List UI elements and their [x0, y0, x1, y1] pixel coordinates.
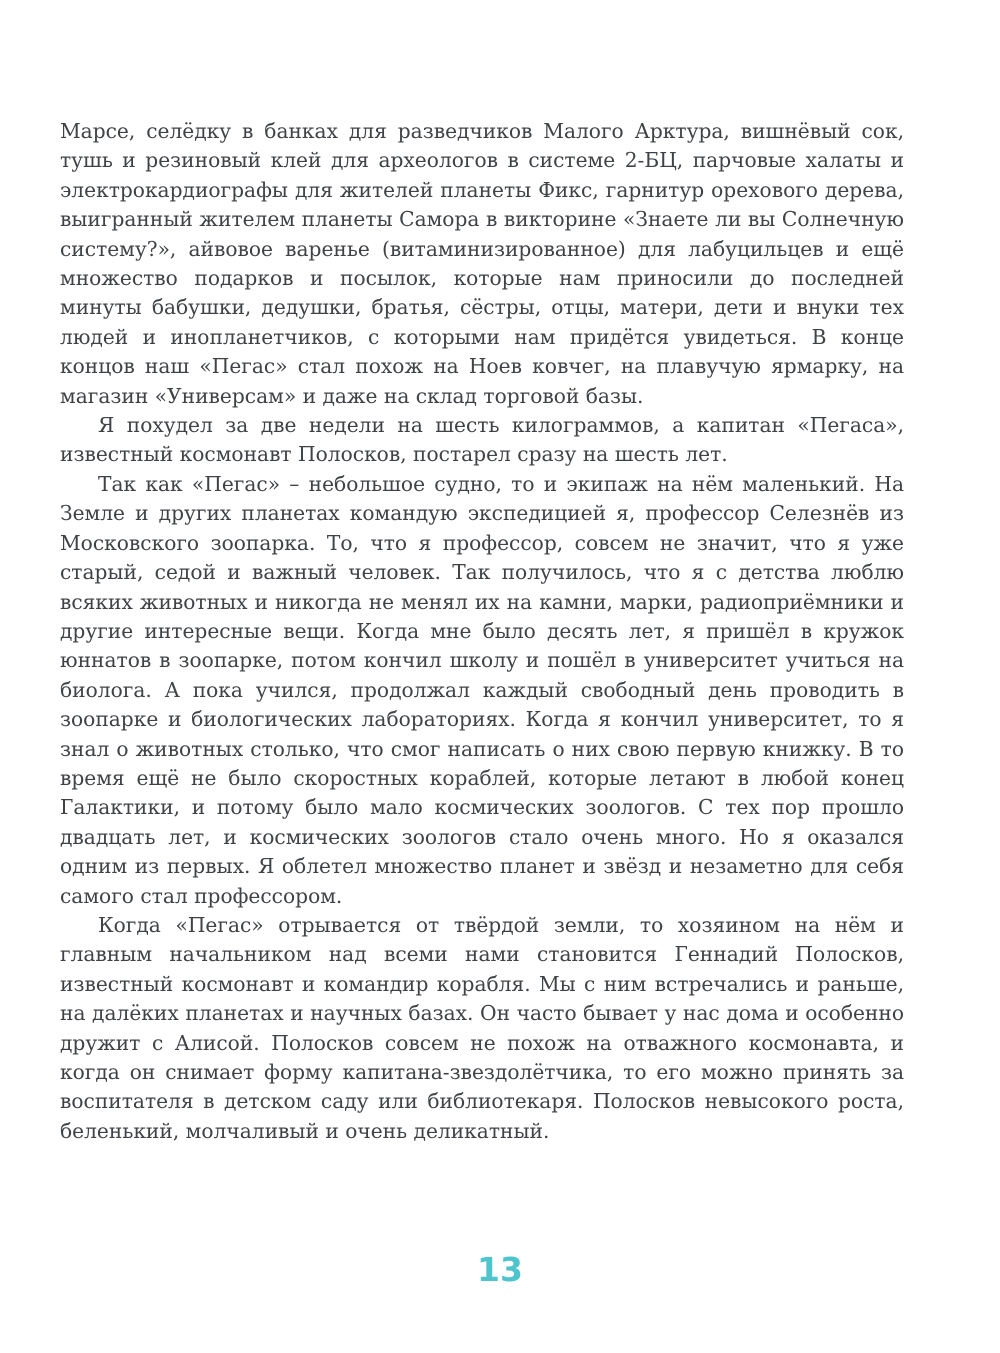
paragraph: Так как «Пегас» – небольшое судно, то и экипаж на нём маленький. На Земле и других планетах командую экспедицией я, профессор Селезнёв из Московского зоопарка. То, что я профессор, совсем не значит, что я уже старый, седой и важный человек. Так получилось, что я с детства люблю всяких животных и никогда не менял их на камни, марки, радиоприёмники и другие интересные вещи. Когда мне было десять лет, я пришёл в кружок юннатов в зоопарке, потом кончил школу и пошёл в университет учиться на биолога. А пока учился, продолжал каждый свободный день проводить в зоопарке и биологических лабораториях. Когда я кончил университет, то я знал о животных столько, что смог написать о них свою первую книжку. В то время ещё не было скоростных кораблей, которые летают в любой конец Галактики, и потому было мало космических зоологов. С тех пор прошло двадцать лет, и космических зоологов стало очень много. Но я оказался одним из первых. Я облетел множество планет и звёзд и незаметно для себя самого стал профессором.	[60, 471, 904, 908]
paragraph-continuation: Марсе, селёдку в банках для разведчиков Малого Арктура, вишнёвый сок, тушь и резиновый клей для археологов в системе 2-БЦ, парчовые халаты и электрокардиографы для жителей планеты Фикс, гарнитур орехового дерева, выигранный жителем планеты Самора в викторине «Знаете ли вы Солнечную систему?», айвовое варенье (витаминизированное) для лабуцильцев и ещё множество подарков и посылок, которые нам приносили до последней минуты бабушки, дедушки, братья, сёстры, отцы, матери, дети и внуки тех людей и инопланетчиков, с которыми нам придётся увидеться. В конце концов наш «Пегас» стал похож на Ноев ковчег, на плавучую ярмарку, на магазин «Универсам» и даже на склад торговой базы.	[60, 119, 904, 408]
paragraph: Я похудел за две недели на шесть килограммов, а капитан «Пегаса», известный космонавт Полосков, постарел сразу на шесть лет.	[60, 413, 904, 467]
page-number: 13	[477, 1250, 523, 1289]
paragraph: Когда «Пегас» отрывается от твёрдой земли, то хозяином на нём и главным начальником над всеми нами становится Геннадий Полосков, известный космонавт и командир корабля. Мы с ним встречались и раньше, на далёких планетах и научных базах. Он часто бывает у нас дома и особенно дружит с Алисой. Полосков совсем не похож на отважного космонавта, и когда он снимает форму капитана-звездолётчика, то его можно принять за воспитателя в детском саду или библиотекаря. Полосков невысокого роста, беленький, молчаливый и очень деликатный.	[60, 912, 904, 1143]
body-text	[60, 117, 904, 1146]
